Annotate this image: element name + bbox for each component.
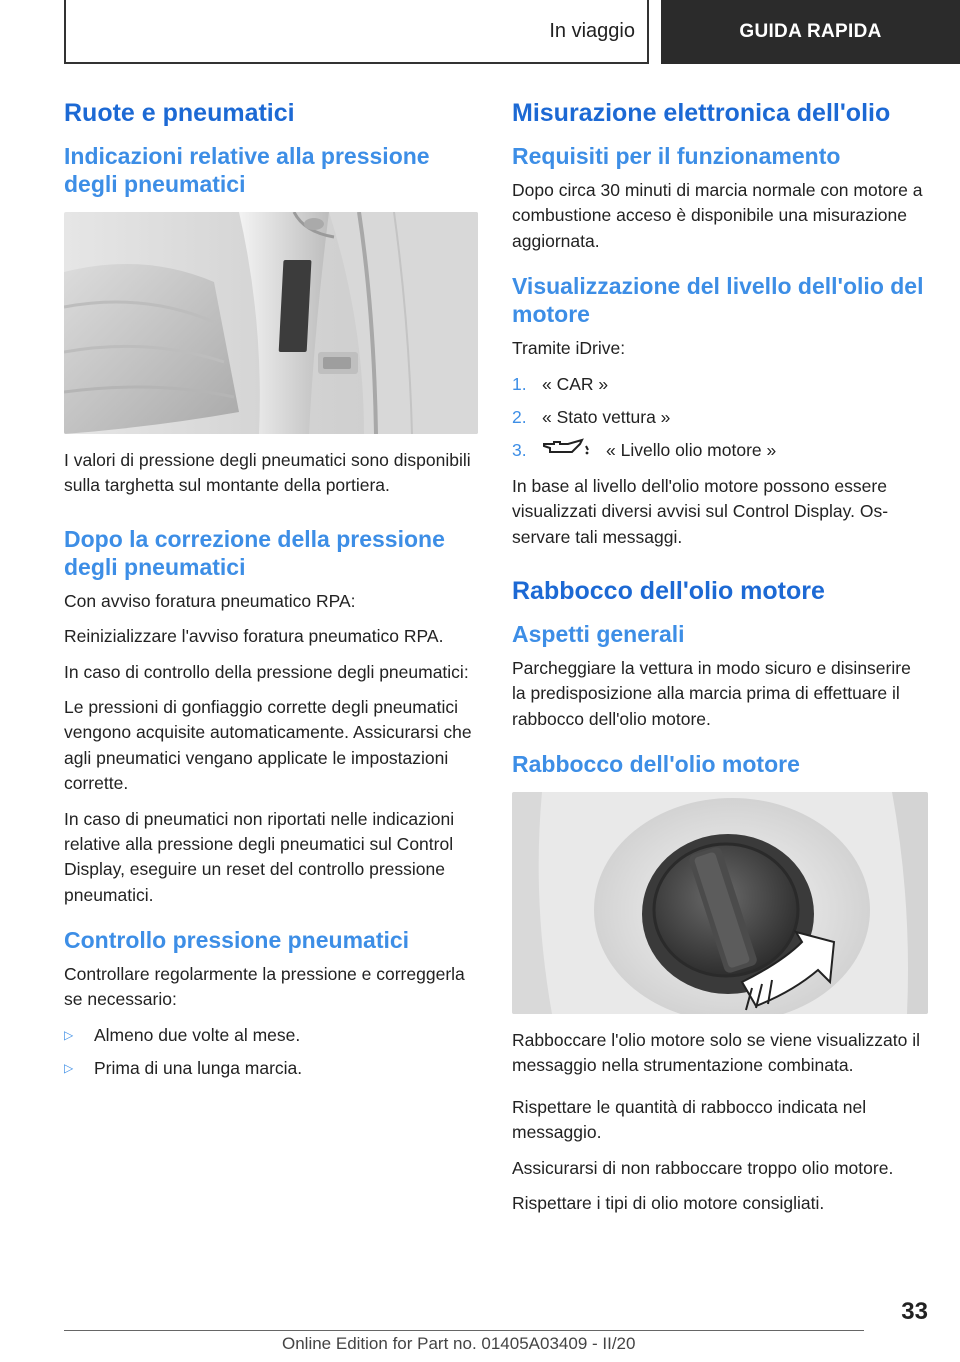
- left-column: [64, 98, 478, 1090]
- step-number: 3.: [512, 440, 527, 461]
- section-heading-oil-measurement: Misurazione elettronica dell'olio: [512, 99, 891, 127]
- paragraph-rpa-reset: Reinizializzare l'avviso foratura pneumatico RPA.: [64, 626, 444, 647]
- paragraph-requirements: Dopo circa 30 minuti di marcia normale con motore a combustione acceso è disponibile una misurazione aggiornata.: [512, 180, 923, 251]
- right-column: [512, 98, 928, 1226]
- list-item: [512, 438, 928, 465]
- subheading-general-aspects: Aspetti generali: [512, 620, 685, 647]
- paragraph-idrive-intro: Tramite iDrive:: [512, 338, 626, 359]
- subheading-oil-level-display: Visualizzazione del livello dell'olio del motore: [512, 273, 924, 328]
- paragraph-auto-acquire: Le pressioni di gonfiaggio corrette degli pneumatici vengono acquisite automaticamente. Assicurarsi che agli pneumatici vengano applicate le impostazioni corrette.: [64, 697, 472, 794]
- paragraph-reset-advice: In caso di pneumatici non riportati nelle indicazioni relative alla pressione degli pneumatici sul Control Display, eseguire un reset del controllo pressione pneumatici.: [64, 808, 455, 905]
- paragraph-rpa-intro: Con avviso foratura pneumatico RPA:: [64, 590, 356, 611]
- list-item: [64, 1023, 478, 1048]
- step-number: 1.: [512, 373, 527, 394]
- oil-cap-image: [512, 792, 928, 1014]
- list-item: [512, 405, 928, 430]
- idrive-steps-list: [512, 372, 928, 466]
- paragraph-respect-quantity: Rispettare le quantità di rabbocco indicata nel messaggio.: [512, 1096, 867, 1143]
- step-number: 2.: [512, 407, 527, 428]
- oil-can-icon: [542, 438, 594, 465]
- footer-edition-text: Online Edition for Part no. 01405A03409 - II/20: [282, 1334, 636, 1353]
- door-pillar-illustration: [64, 212, 478, 434]
- tire-pressure-info-text: I valori di pressione degli pneumatici sono disponibili sulla targhetta sul montante della portiera.: [64, 450, 471, 496]
- door-pillar-image: [64, 212, 478, 434]
- step-text: « CAR »: [542, 373, 609, 394]
- paragraph-general-aspects: Parcheggiare la vettura in modo sicuro e disinserire la predisposizione alla marcia prima di effettuare il rabbocco dell'olio motore.: [512, 657, 911, 729]
- list-item: [512, 372, 928, 397]
- paragraph-oil-warnings: In base al livello dell'olio motore possono essere visualizzati diversi avvisi sul Control Display. Osservare tali messaggi.: [512, 475, 889, 547]
- step-text: « Stato vettura »: [542, 407, 671, 428]
- oil-cap-illustration: [512, 792, 928, 1014]
- triangle-bullet-icon: ▷: [64, 1027, 74, 1042]
- footer-divider: [64, 1330, 864, 1331]
- subheading-requirements: Requisiti per il funzionamento: [512, 143, 841, 169]
- paragraph-check-regularly: Controllare regolarmente la pressione e correggerla se necessario:: [64, 964, 465, 1010]
- section-heading-oil-topup: Rabbocco dell'olio motore: [512, 576, 825, 605]
- step-text: « Livello olio motore »: [606, 440, 777, 461]
- paragraph-no-overfill: Assicurarsi di non rabboccare troppo olio motore.: [512, 1157, 894, 1178]
- list-item: [64, 1056, 478, 1081]
- list-item-text: Almeno due volte al mese.: [94, 1024, 301, 1045]
- paragraph-recommended-oils: Rispettare i tipi di olio motore consigliati.: [512, 1192, 825, 1213]
- section-heading-wheels: Ruote e pneumatici: [64, 99, 295, 127]
- subheading-tire-pressure-info: Indicazioni relative alla pressione degli pneumatici: [64, 143, 430, 198]
- paragraph-check-intro: In caso di controllo della pressione degli pneumatici:: [64, 661, 469, 682]
- check-bullet-list: [64, 1023, 478, 1082]
- subheading-pressure-check: Controllo pressione pneumatici: [64, 927, 410, 954]
- page-number: 33: [901, 1298, 928, 1325]
- header-chapter-tab[interactable]: GUIDA RAPIDA: [661, 0, 960, 64]
- subheading-after-correction: Dopo la correzione della pressione degli pneumatici: [64, 525, 445, 580]
- triangle-bullet-icon: ▷: [64, 1061, 74, 1076]
- list-item-text: Prima di una lunga marcia.: [94, 1058, 303, 1079]
- paragraph-topup-only-if-message: Rabboccare l'olio motore solo se viene visualizzato il messaggio nella strumentazione combinata.: [512, 1030, 920, 1076]
- header-section-title: In viaggio: [549, 19, 635, 42]
- subheading-oil-topup: Rabbocco dell'olio motore: [512, 751, 800, 778]
